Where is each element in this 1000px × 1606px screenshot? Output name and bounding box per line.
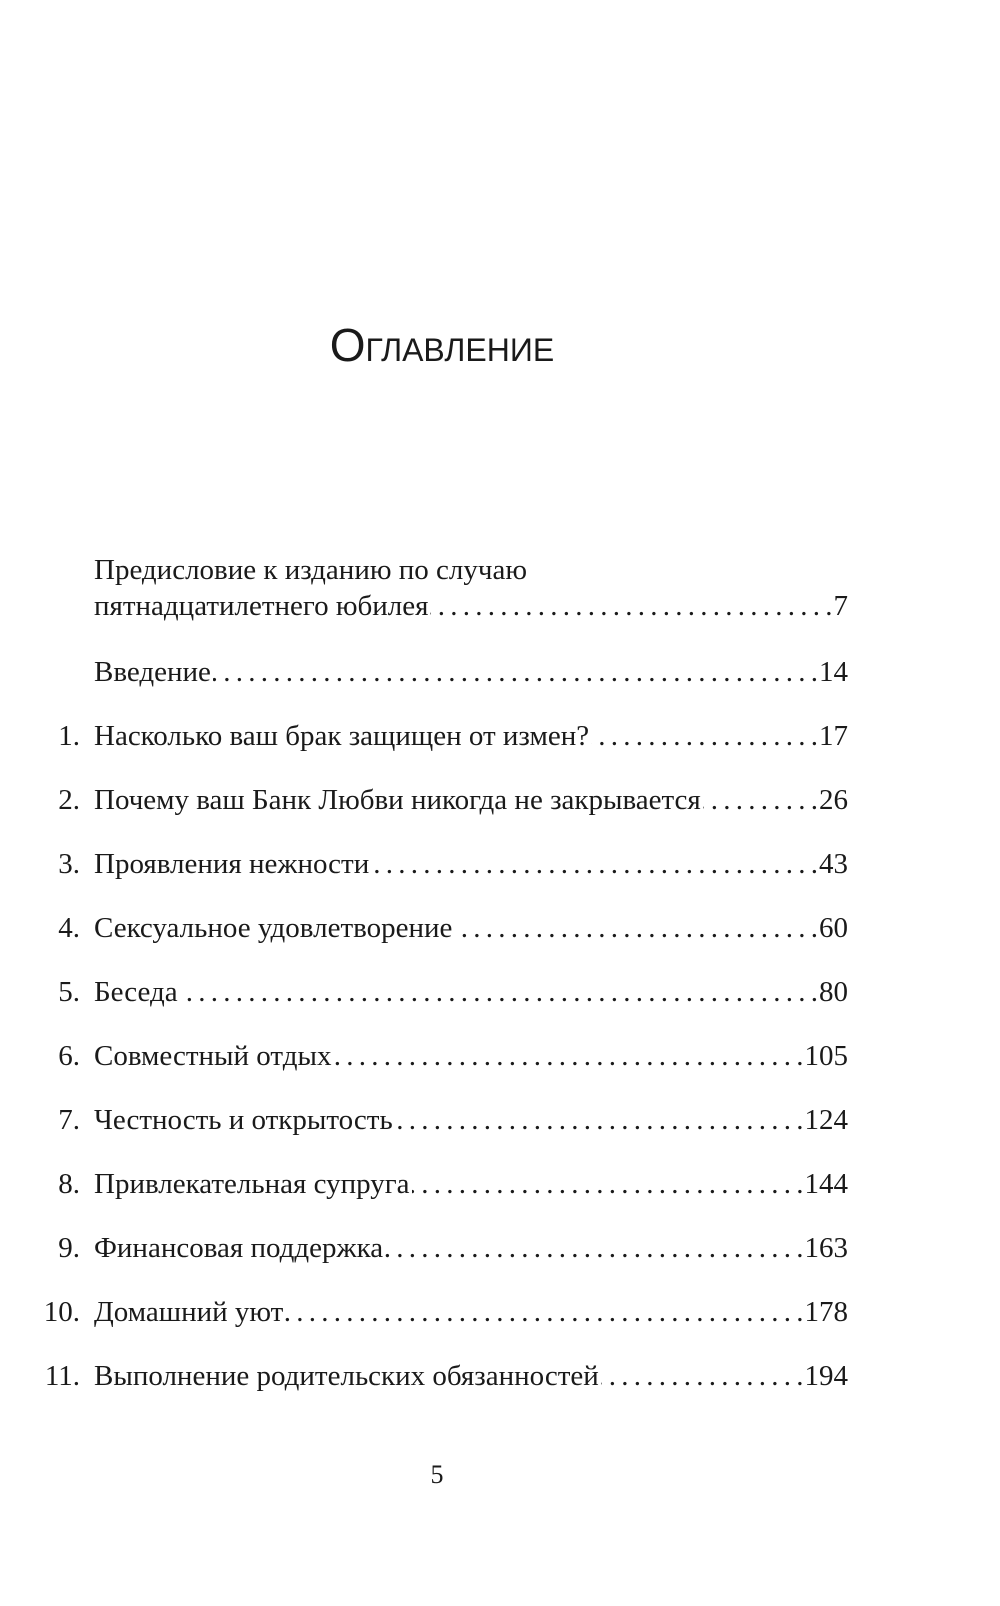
dot-leader bbox=[285, 1294, 802, 1330]
toc-entry[interactable] bbox=[0, 1230, 1000, 1294]
toc-entry-number: 4. bbox=[58, 912, 80, 944]
toc-entry-text: Предисловие к изданию по случаю bbox=[94, 554, 527, 586]
toc-entry[interactable] bbox=[0, 1038, 1000, 1102]
toc-entry-page: 80 bbox=[819, 976, 848, 1008]
toc-entry[interactable] bbox=[0, 718, 1000, 782]
toc-entry-text: пятнадцатилетнего юбилея bbox=[94, 590, 429, 622]
dot-leader bbox=[430, 588, 831, 624]
toc-entry[interactable] bbox=[0, 552, 1000, 654]
toc-entry-text: Сексуальное удовлетворение bbox=[94, 912, 453, 944]
toc-entry-page: 17 bbox=[819, 720, 848, 752]
toc-entry-number: 3. bbox=[58, 848, 80, 880]
toc-entry[interactable] bbox=[0, 1358, 1000, 1422]
toc-entry-text: Выполнение родительских обязанностей bbox=[94, 1360, 599, 1392]
toc-entry-page: 163 bbox=[804, 1232, 848, 1264]
toc-entry-number: 10. bbox=[43, 1296, 80, 1328]
page-number: 5 bbox=[430, 1460, 444, 1489]
toc-entry[interactable] bbox=[0, 910, 1000, 974]
toc-entry-text: Насколько ваш брак защищен от измен? bbox=[94, 720, 590, 752]
toc-entry-page: 178 bbox=[804, 1296, 848, 1328]
toc-entry-text: Проявления нежности bbox=[94, 848, 370, 880]
dot-leader bbox=[371, 846, 817, 882]
toc-entry-page: 60 bbox=[819, 912, 848, 944]
toc-entry-text: Совместный отдых bbox=[94, 1040, 332, 1072]
toc-entry-page: 7 bbox=[833, 590, 848, 622]
toc-entry-text: Честность и открытость bbox=[94, 1104, 393, 1136]
toc-entry-number: 5. bbox=[58, 976, 80, 1008]
toc-entry-text: Введение bbox=[94, 656, 211, 688]
toc-entry[interactable] bbox=[0, 782, 1000, 846]
toc-entry-text: Беседа bbox=[94, 976, 178, 1008]
dot-leader bbox=[395, 1102, 803, 1138]
toc-entry-number: 6. bbox=[58, 1040, 80, 1072]
toc-entry[interactable] bbox=[0, 1102, 1000, 1166]
toc-entry-number: 9. bbox=[58, 1232, 80, 1264]
dot-leader bbox=[454, 910, 817, 946]
dot-leader bbox=[703, 782, 817, 818]
dot-leader bbox=[180, 974, 817, 1010]
toc-entry[interactable] bbox=[0, 1294, 1000, 1358]
toc-entry-number: 7. bbox=[58, 1104, 80, 1136]
toc-entry-page: 14 bbox=[819, 656, 848, 688]
table-of-contents bbox=[0, 552, 1000, 1422]
toc-entry[interactable] bbox=[0, 846, 1000, 910]
toc-entry-page: 194 bbox=[804, 1360, 848, 1392]
toc-entry[interactable] bbox=[0, 654, 1000, 718]
toc-entry-page: 124 bbox=[804, 1104, 848, 1136]
dot-leader bbox=[412, 1166, 803, 1202]
toc-entry-text: Почему ваш Банк Любви никогда не закрывается bbox=[94, 784, 701, 816]
dot-leader bbox=[333, 1038, 802, 1074]
toc-entry-page: 105 bbox=[804, 1040, 848, 1072]
toc-entry[interactable] bbox=[0, 1166, 1000, 1230]
toc-entry-text: Привлекательная супруга bbox=[94, 1168, 410, 1200]
page-title: Оглавление bbox=[329, 319, 555, 371]
toc-entry-number: 8. bbox=[58, 1168, 80, 1200]
dot-leader bbox=[591, 718, 817, 754]
toc-entry-text: Домашний уют bbox=[94, 1296, 284, 1328]
toc-entry-number: 1. bbox=[58, 720, 80, 752]
toc-entry-number: 11. bbox=[44, 1360, 80, 1392]
toc-entry[interactable] bbox=[0, 974, 1000, 1038]
dot-leader bbox=[213, 654, 817, 690]
dot-leader bbox=[385, 1230, 802, 1266]
toc-entry-text: Финансовая поддержка bbox=[94, 1232, 384, 1264]
toc-entry-number: 2. bbox=[58, 784, 80, 816]
dot-leader bbox=[601, 1358, 803, 1394]
toc-entry-page: 43 bbox=[819, 848, 848, 880]
toc-entry-page: 26 bbox=[819, 784, 848, 816]
toc-entry-page: 144 bbox=[804, 1168, 848, 1200]
